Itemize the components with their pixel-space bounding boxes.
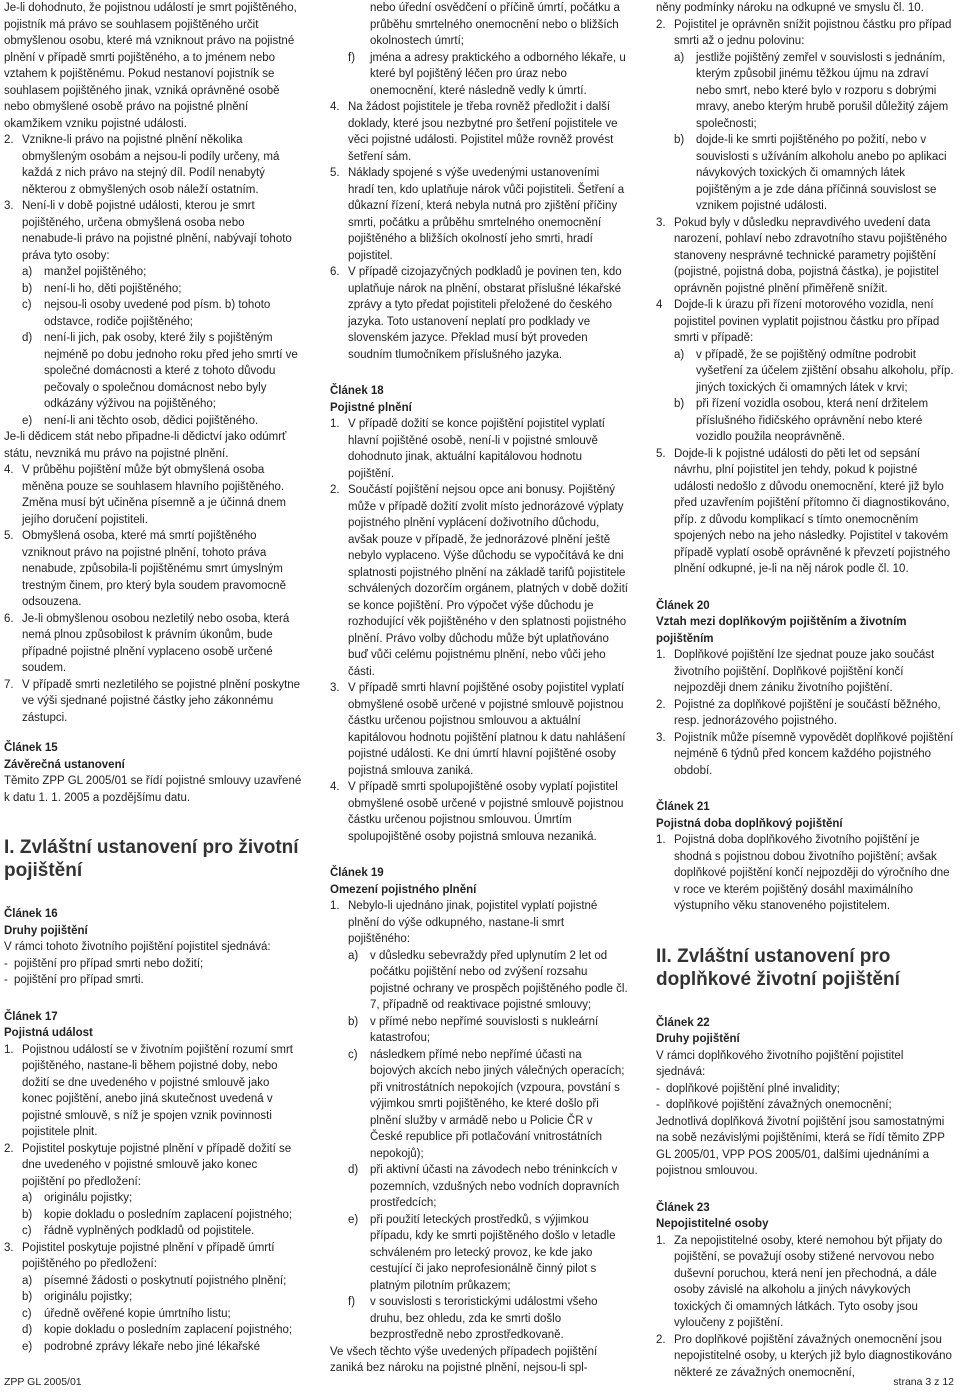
- article-title: Vztah mezi doplňkovým pojištěním a životním pojištěním: [656, 616, 907, 645]
- sub-item: nebo úřední osvědčení o příčině úmrtí, počátku a průběhu smrtelného onemocnění nebo o bližších okolnostech úmrtí;: [370, 2, 620, 47]
- paragraph: něny podmínky nároku na odkupné ve smyslu čl. 10.: [656, 2, 924, 14]
- article-number: Článek 22: [656, 1016, 710, 1029]
- sub-item: b) originálu pojistky;: [22, 1291, 133, 1303]
- list-item: 5. Dojde-li k pojistné události do pěti let od sepsání návrhu, plní pojistitel jen tehdy, pokud k pojistné události nedošlo z důvodu onemocnění, které již bylo před uzavřením pojištění přítomno či diagnostikováno, příp. z důvodu komplikací s tímto onemocněním spojených nebo na jeho následky. Pojistitel v takovém případě vyplatí osobě oprávněné k převzetí pojistného plnění odkupné, je-li na něj nárok podle čl. 10.: [656, 447, 951, 575]
- list-item: 2. Pojistné za doplňkové pojištění je součástí běžného, resp. jednorázového pojistného.: [656, 698, 941, 727]
- sub-item: d) při aktivní účasti na závodech nebo tréninkcích v pozemních, vzdušných nebo vodních dopravních prostředcích;: [348, 1164, 620, 1209]
- section-heading: I. Zvláštní ustanovení pro životní pojištění: [4, 837, 299, 881]
- list-item: 2. Pojistitel je oprávněn snížit pojistnou částku pro případ smrti až o jednu polovinu:: [656, 18, 952, 47]
- section-heading: II. Zvláštní ustanovení pro doplňkové životní pojištění: [656, 945, 900, 990]
- sub-item: b) kopie dokladu o posledním zaplacení pojistného;: [22, 1208, 293, 1221]
- list-item: 2. Pojistitel poskytuje pojistné plnění v případě dožití se dne uvedeného v pojistné smlouvě jako konec pojištění po předložení:: [4, 1142, 292, 1188]
- column-3: [656, 0, 954, 1381]
- sub-item: b) při řízení vozidla osobou, která není držitelem příslušného řidičského oprávnění nebo které vozidlo použila neoprávněně.: [674, 398, 929, 443]
- paragraph: V rámci tohoto životního pojištění pojistitel sjednává:: [4, 941, 271, 953]
- list-item: 1. Doplňkové pojištění lze sjednat pouze jako součást životního pojištění. Doplňkové pojištění končí nejpozději dnem zániku životního pojištění.: [656, 649, 935, 694]
- article-number: Článek 17: [4, 1010, 58, 1023]
- list-item: 3. Pojistník může písemně vypovědět doplňkové pojištění nejméně 6 týdnů před koncem každého pojistného období.: [656, 731, 954, 777]
- sub-item: a) jestliže pojištěný zemřel v souvislosti s jednáním, kterým způsobil jinému těžkou újmu na zdraví nebo smrt, nebo které bylo v rozporu s dobrými mravy, anebo kterým hrubě porušil důležitý zájem společnosti;: [674, 51, 949, 130]
- sub-item: c) úředně ověřené kopie úmrtního listu;: [22, 1307, 231, 1320]
- list-item: - doplňkové pojištění závažných onemocnění;: [656, 1099, 892, 1111]
- list-item: 1. Za nepojistitelné osoby, které nemohou být přijaty do pojištění, se považují osoby stižené nervovou nebo duševní poruchou, která není jen přechodná, a dále osoby závislé na alkoholu a jiných návykových toxických či omamných látkách. Tyto osoby jsou vyloučeny z pojištění.: [656, 1234, 943, 1329]
- list-item: 4. V průběhu pojištění může být obmyšlená osoba měněna pouze se souhlasem hlavního pojištěného. Změna musí být učiněna písemně a je účinná dnem jejího doručení pojistiteli.: [4, 464, 287, 526]
- article-number: Článek 15: [4, 742, 58, 754]
- sub-item: a) originálu pojistky;: [22, 1192, 133, 1204]
- list-item: 4. V případě smrti spolupojištěné osoby vyplatí pojistitel obmyšlené osobě určené v pojistné smlouvě pojistnou částku určenou pojistnou smlouvou. Úmrtím spolupojištěné osoby pojistná smlouva nezaniká.: [330, 781, 624, 843]
- list-item: - pojištění pro případ smrti.: [4, 974, 144, 986]
- list-item: 5. Náklady spojené s výše uvedenými ustanoveními hradí ten, kdo uplatňuje nárok vůči pojistiteli. Šetření a důkazní řízení, která nebyla nutná pro zjištění příčiny smrti, počátku a průběhu smrtelného onemocnění pojištěného a bližších okolností jeho smrti, hradí pojistitel.: [330, 167, 625, 262]
- paragraph: Je-li dohodnuto, že pojistnou událostí je smrt pojištěného, pojistník má právo se souhlasem pojištěného určit obmyšlenou osobu, které má vzniknout právo na pojistné plnění v případě smrti pojištěného, a to jménem nebo vztahem k pojištěnému. Pokud nestanoví pojistník se souhlasem pojištěného jinak, vzniká oprávněné osobě nebo obmyšlené osobě právo na pojistné plnění okamžikem vzniku pojistné události.: [4, 2, 297, 130]
- list-item: - doplňkové pojištění plné invalidity;: [656, 1082, 840, 1095]
- list-item: 2. Součástí pojištění nejsou opce ani bonusy. Pojištěný může v případě dožití zvolit místo jednorázové výplaty pojistného plnění vyplácení doživotního důchodu, avšak pouze v případě, že jednorázové plnění ještě nebylo vyplaceno. Výše důchodu se vypočítává ke dni splatnosti pojistného plnění na základě tarifů pojistitele schválených dozorčím orgánem, platných v době dožití se konce pojištění. Pro výpočet výše důchodu je rozhodující věk pojištěného v den splatnosti pojistného plnění. Právo volby důchodu může být uplatňováno buď vůči celému pojistnému plnění, nebo vůči jeho části.: [330, 484, 628, 678]
- sub-item: b) v přímé nebo nepřímé souvislosti s nukleární katastrofou;: [348, 1015, 599, 1044]
- article-title: Závěrečná ustanovení: [4, 758, 125, 771]
- article-number: Článek 19: [330, 867, 384, 879]
- list-item: 1. Nebylo-li ujednáno jinak, pojistitel vyplatí pojistné plnění do výše odkupného, nastane-li smrt pojištěného:: [330, 900, 598, 945]
- column-2: [330, 0, 628, 1377]
- sub-item: b) dojde-li ke smrti pojištěného po požití, nebo v souvislosti s užíváním alkoholu anebo po aplikaci návykových toxických či omamných látek pojištěným a je zde dána příčinná souvislost se vznikem pojistné události.: [674, 134, 947, 212]
- article-number: Článek 18: [330, 385, 384, 397]
- footer-page-number: strana 3 z 12: [893, 1376, 954, 1388]
- sub-item: a) v případě, že se pojištěný odmítne podrobit vyšetření za účelem zjištění obsahu alkoholu, příp. jiných toxických či omamných látek v krvi;: [674, 348, 954, 394]
- sub-item: f) v souvislosti s teroristickými událostmi všeho druhu, bez ohledu, zda ke smrti došlo bezprostředně nebo zprostředkovaně.: [348, 1296, 598, 1341]
- list-item: 4. Na žádost pojistitele je třeba rovněž předložit i další doklady, které jsou nezbytné pro šetření pojistitele ve věci pojistné události. Pojistitel může rovněž provést šetření sám.: [330, 101, 618, 163]
- article-number: Článek 20: [656, 599, 710, 612]
- article-number: Článek 21: [656, 801, 710, 813]
- footer-document-code: ZPP GL 2005/01: [4, 1376, 82, 1388]
- sub-item: e) podrobné zprávy lékaře nebo jiné lékařské: [22, 1340, 261, 1353]
- list-item: 7. V případě smrti nezletilého se pojistné plnění poskytne ve výši sjednané pojistné částky jeho zákonnému zástupci.: [4, 678, 301, 724]
- paragraph: Je-li dědicem stát nebo připadne-li dědictví jako odúmrť státu, nevzniká mu právo na pojistné plnění.: [4, 431, 287, 460]
- list-item: 1. V případě dožití se konce pojištění pojistitel vyplatí hlavní pojištěné osobě, není-li v pojistné smlouvě dohodnuto jinak, aktuální kapitálovou hodnotu pojištění.: [330, 418, 605, 480]
- sub-item: c) nejsou-li osoby uvedené pod písm. b) tohoto odstavce, rodiče pojištěného;: [22, 299, 271, 328]
- list-item: 2. Vznikne-li právo na pojistné plnění několika obmyšleným osobám a nejsou-li podíly určeny, má každá z nich právo na stejný díl. Podíl nenabytý některou z obmyšlených osob náleží ostatním.: [4, 134, 280, 196]
- list-item: - pojištění pro případ smrti nebo dožití;: [4, 957, 204, 970]
- paragraph: Jednotlivá doplňková životní pojištění jsou samostatnými na sobě nezávislými pojištěními, která se řídí těmito ZPP GL 2005/01, VPP POS 2005/01, dalšími ujednáními a pojistnou smlouvou.: [656, 1115, 945, 1177]
- list-item: 4 Dojde-li k úrazu při řízení motorového vozidla, není pojistitel povinen vyplatit pojistnou částku pro případ smrti v případě:: [656, 299, 940, 344]
- list-item: 3. Není-li v době pojistné události, kterou je smrt pojištěného, určena obmyšlená osoba nebo nenabude-li právo na pojistné plnění, nabývají tohoto práva tyto osoby:: [4, 200, 292, 262]
- article-title: Omezení pojistného plnění: [330, 883, 477, 896]
- list-item: 6. Je-li obmyšlenou osobou nezletilý nebo osoba, která nemá plnou způsobilost k právním úkonům, bude případné pojistné plnění vyplaceno osobě určené soudem.: [4, 612, 290, 674]
- sub-item: b) není-li ho, děti pojištěného;: [22, 282, 182, 295]
- list-item: 2. Pro doplňkové pojištění závažných onemocnění jsou nepojistitelné osoby, u kterých již bylo diagnostikováno některé ze závažných onemocnění,: [656, 1333, 952, 1379]
- sub-item: d) není-li jich, pak osoby, které žily s pojištěným nejméně po dobu jednoho roku před jeho smrtí ve společné domácnosti a které z tohoto důvodu pečovaly o společnou domácnost nebo byly odkázány výživou na pojištěného;: [22, 332, 298, 410]
- sub-item: a) manžel pojištěného;: [22, 266, 147, 278]
- sub-item: e) není-li ani těchto osob, dědici pojištěného.: [22, 414, 259, 427]
- article-title: Druhy pojištění: [656, 1033, 740, 1045]
- list-item: 3. V případě smrti hlavní pojištěné osoby pojistitel vyplatí obmyšlené osobě určené v pojistné smlouvě pojistnou částku určenou pojistnou smlouvou a aktuální kapitálovou hodnotu pojištění platnou k datu nahlášení pojistné události. Ke dni úmrtí hlavní pojištěné osoby pojistná smlouva zaniká.: [330, 682, 626, 777]
- sub-item: d) kopie dokladu o posledním zaplacení pojistného;: [22, 1324, 293, 1336]
- paragraph: Těmito ZPP GL 2005/01 se řídí pojistné smlouvy uzavřené k datu 1. 1. 2005 a pozdějšímu datu.: [4, 775, 302, 804]
- list-item: 1. Pojistná doba doplňkového životního pojištění je shodná s pojistnou dobou životního pojištění; avšak doplňkové pojištění končí nejpozději do výročního dne v roce ve kterém pojištěný dosáhl maximálního výstupního věku stanoveného pojistitelem.: [656, 834, 950, 912]
- sub-item: e) při použití leteckých prostředků, s výjimkou případu, kdy ke smrti pojištěného došlo v letadle schváleném pro letecký provoz, ke kde jako cestující či jako neprofesionálně činný pilot s platným pilotním průkazem;: [348, 1213, 616, 1292]
- paragraph: Ve všech těchto výše uvedených případech pojištění zaniká bez nároku na pojistné plnění, nejsou-li spl-: [330, 1345, 598, 1374]
- article-title: Pojistné plnění: [330, 401, 412, 414]
- sub-item: c) řádně vyplněných podkladů od pojistitele.: [22, 1225, 255, 1237]
- list-item: 3. Pokud byly v důsledku nepravdivého uvedení data narození, pohlaví nebo zdravotního stavu pojištěného stanoveny nesprávné technické parametry pojištění (pojistné, pojistná doba, pojistná částka), je pojistitel oprávněn pojistné plnění přiměřeně snížit.: [656, 216, 947, 295]
- list-item: 5. Obmyšlená osoba, které má smrtí pojištěného vzniknout právo na pojistné plnění, tohoto práva nenabude, způsobila-li pojištěnému smrt úmyslným trestným činem, pro který byla soudem pravomocně odsouzena.: [4, 530, 286, 608]
- article-title: Pojistná událost: [4, 1027, 93, 1039]
- sub-item: a) v důsledku sebevraždy před uplynutím 2 let od počátku pojištění nebo od zvýšení rozsahu pojistné ochrany ve prospěch pojištěného podle čl. 7, případně od reaktivace pojistné smlouvy;: [348, 949, 628, 1011]
- list-item: 3. Pojistitel poskytuje pojistné plnění v případě úmrtí pojištěného po předložení:: [4, 1241, 275, 1270]
- article-title: Pojistná doba doplňkový pojištění: [656, 817, 843, 830]
- article-title: Nepojistitelné osoby: [656, 1218, 769, 1230]
- sub-item: c) následkem přímé nebo nepřímé účasti na bojových akcích nebo jiných válečných operacích; při vnitrostátních nepokojích (vzpoura, povstání s výjimkou smrti pojištěného, ke které došlo při plnění služby v armádě nebo u Policie ČR v České republice při potlačování vnitrostátních nepokojů);: [348, 1048, 625, 1160]
- list-item: 1. Pojistnou událostí se v životním pojištění rozumí smrt pojištěného, nastane-li během pojistné doby, nebo dožití se dne uvedeného v pojistné smlouvě jako konec pojištění, anebo jiná skutečnost uvedená v pojistné smlouvě, s níž je spojen vznik povinnosti pojistitele plnit.: [4, 1043, 293, 1138]
- article-number: Článek 23: [656, 1201, 710, 1214]
- paragraph: V rámci doplňkového životního pojištění pojistitel sjednává:: [656, 1049, 904, 1078]
- sub-item: f) jména a adresy praktického a odborného lékaře, u které byl pojištěný léčen pro úraz nebo onemocnění, které následně vedly k úmrtí.: [348, 51, 626, 97]
- column-1: [4, 0, 302, 1355]
- article-number: Článek 16: [4, 908, 58, 920]
- sub-item: a) písemné žádosti o poskytnutí pojistného plnění;: [22, 1274, 287, 1287]
- list-item: 6. V případě cizojazyčných podkladů je povinen ten, kdo uplatňuje nárok na plnění, obstarat příslušné lékařské zprávy a tyto předat pojistiteli přeložené do českého jazyka. Toto ustanovení neplatí pro podklady ve slovenském jazyce. Překlad musí být proveden soudním tlumočníkem příslušného jazyka.: [330, 266, 622, 361]
- article-title: Druhy pojištění: [4, 924, 88, 937]
